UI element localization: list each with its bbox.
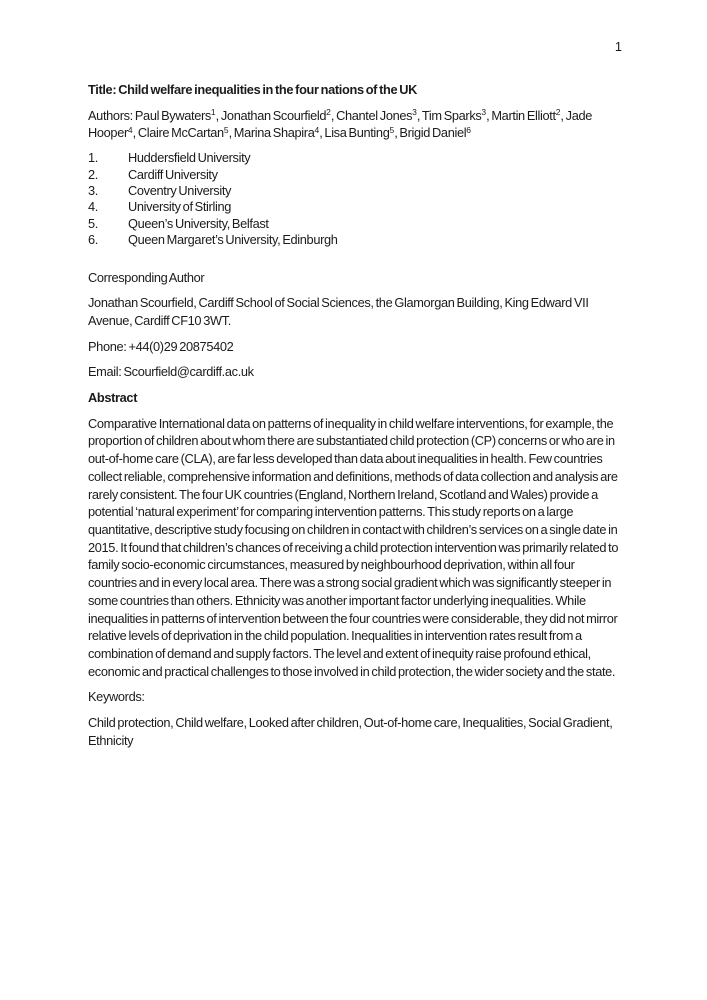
- author-name: Brigid Daniel: [399, 125, 467, 141]
- abstract-text: Comparative International data on patterns of inequality in child welfare interventions, for example, the proportion of children about whom there are substantiated child protection (CP) concerns or who are in out-of-home care (CLA), are far less developed than data about inequalities in health. Few countries collect reliable, comprehensive information and definitions, methods of data collection and analysis are rarely consistent. The four UK countries (England, Northern Ireland, Scotland and Wales) provide a potential ‘natural experiment’ for comparing intervention patterns. This study reports on a large quantitative, descriptive study focusing on children in contact with children’s services on a single date in 2015. It found that children’s chances of receiving a child protection intervention was primarily related to family socio-economic circumstances, measured by neighbourhood deprivation, within all four countries and in every local area. There was a strong social gradient which was significantly steeper in some countries than others. Ethnicity was another important factor underlying inequalities. While inequalities in patterns of intervention between the four countries were considerable, they did not mirror relative levels of deprivation in the child population. Inequalities in intervention rates result from a combination of demand and supply factors. The level and extent of inequity raise profound ethical, economic and practical challenges to those involved in child protection, the wider society and the state.: [88, 415, 619, 679]
- author-name: Jonathan Scourfield: [220, 107, 327, 123]
- author-affiliation-number: 5: [389, 124, 395, 135]
- affiliation-number: 5.: [88, 215, 98, 231]
- affiliation-name: University of Stirling: [128, 199, 231, 215]
- keywords-heading: Keywords:: [88, 689, 145, 705]
- affiliation-name: Cardiff University: [128, 166, 218, 182]
- corresponding-author-email: Email: Scourfield@cardiff.ac.uk: [88, 364, 254, 380]
- affiliation-item: [88, 199, 621, 215]
- manuscript-content: [88, 81, 621, 757]
- author: [399, 125, 471, 140]
- affiliation-name: Huddersfield University: [128, 150, 251, 166]
- affiliation-number: 1.: [88, 150, 98, 166]
- affiliations-list: [88, 150, 621, 248]
- affiliation-item: [88, 216, 621, 232]
- paper-title: Title: Child welfare inequalities in the four nations of the UK: [88, 82, 418, 97]
- author-name: Chantel Jones: [336, 107, 413, 123]
- author-name: Marina Shapira: [233, 125, 315, 141]
- author-name: Tim Sparks: [421, 107, 482, 123]
- author-name: Martin Elliott: [491, 107, 556, 123]
- corresponding-author-phone: Phone: +44(0)29 20875402: [88, 338, 234, 354]
- affiliation-number: 3.: [88, 182, 98, 198]
- corresponding-author-address: Jonathan Scourfield, Cardiff School of Social Sciences, the Glamorgan Building, King Edward VII Avenue, Cardiff CF10 3WT.: [88, 295, 589, 328]
- affiliation-item: [88, 183, 621, 199]
- keywords-text: Child protection, Child welfare, Looked after children, Out-of-home care, Inequalities, Social Gradient, Ethnicity: [88, 715, 613, 748]
- author-affiliation-number: 4: [314, 124, 320, 135]
- affiliation-name: Queen Margaret’s University, Edinburgh: [128, 232, 338, 248]
- author-affiliation-number: 4: [127, 124, 133, 135]
- author: [491, 108, 560, 123]
- abstract-heading: Abstract: [88, 390, 138, 406]
- affiliation-number: 2.: [88, 166, 98, 182]
- affiliation-item: [88, 232, 621, 248]
- author-affiliation-number: 3: [412, 107, 417, 118]
- affiliation-name: Coventry University: [128, 182, 232, 198]
- affiliation-item: [88, 150, 621, 166]
- author-name: Lisa Bunting: [324, 125, 390, 141]
- author-name: Jade Hooper: [88, 107, 592, 141]
- author-affiliation-number: 3: [481, 107, 487, 118]
- author: [234, 125, 319, 140]
- author-affiliation-number: 6: [466, 124, 471, 135]
- affiliation-number: 6.: [88, 232, 98, 248]
- affiliation-item: [88, 167, 621, 183]
- corresponding-author-heading: Corresponding Author: [88, 269, 205, 285]
- author: [324, 125, 394, 140]
- author: [135, 108, 216, 123]
- affiliation-number: 4.: [88, 199, 98, 215]
- author-affiliation-number: 1: [210, 107, 216, 118]
- author: [221, 108, 331, 123]
- author-affiliation-number: 5: [223, 124, 229, 135]
- authors-list: Paul Bywaters$^1$, Jonathan Scourfield$^2$, Chantel Jones$^3$, Tim Sparks$^3$, Martin Elliott$^2$, Jade Hooper$^4$, Claire McCartan$^5$, Marina Shapira$^4$, Lisa Bunting$^5$, Brigid Daniel$^6$: [88, 107, 592, 141]
- page-number: 1: [614, 39, 622, 54]
- author-name: Claire McCartan: [137, 125, 224, 141]
- authors-label: Authors:: [88, 107, 135, 123]
- author: [422, 108, 486, 123]
- author-affiliation-number: 2: [326, 107, 331, 118]
- author-affiliation-number: 2: [555, 107, 561, 118]
- author-name: Paul Bywaters: [134, 107, 211, 123]
- author: [138, 125, 229, 140]
- author: [336, 108, 417, 123]
- affiliation-name: Queen’s University, Belfast: [128, 215, 269, 231]
- authors-line: [88, 107, 621, 142]
